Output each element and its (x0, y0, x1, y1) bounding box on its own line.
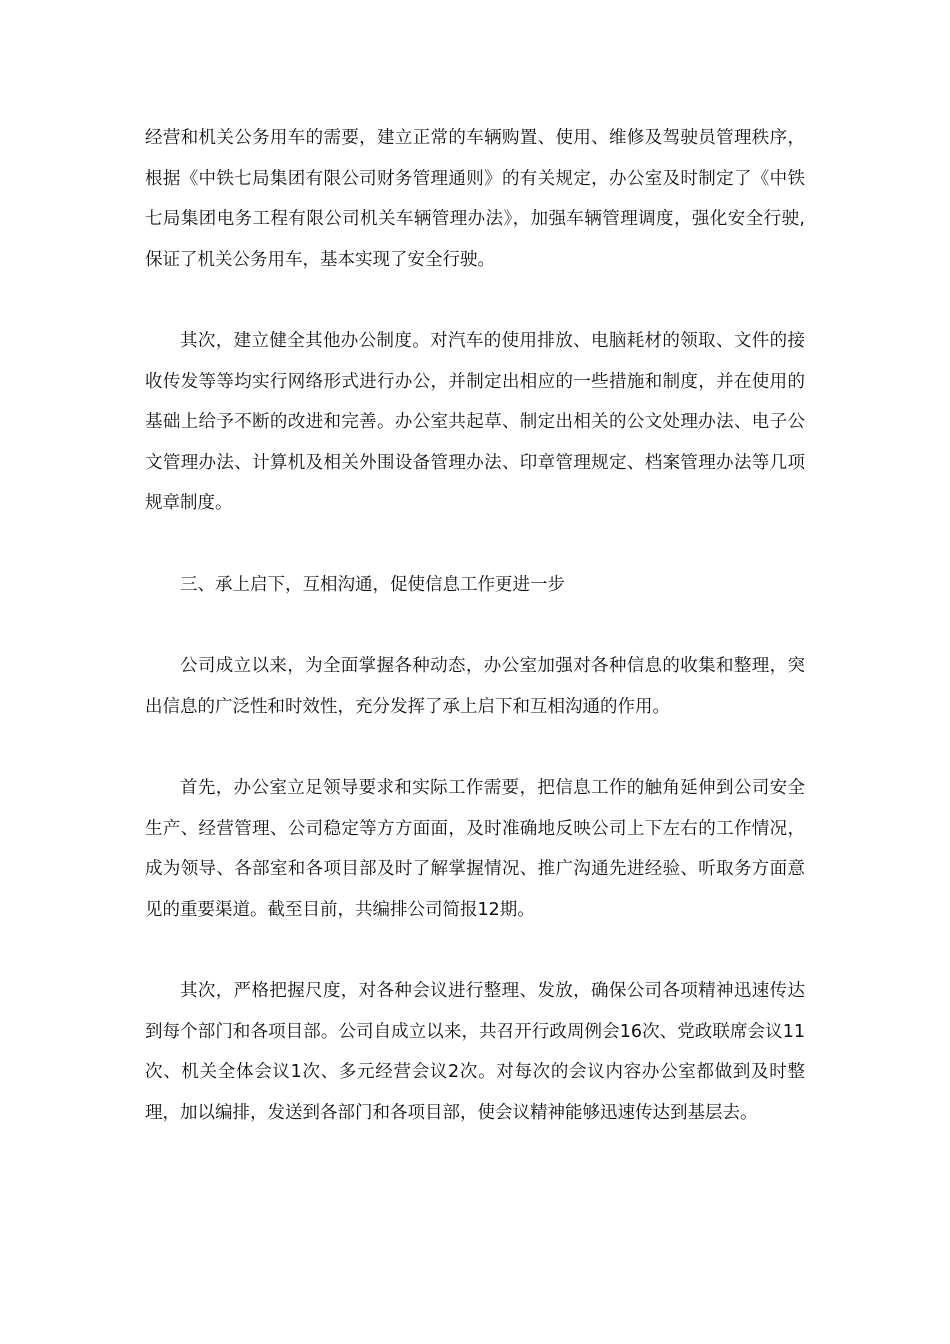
paragraph-information-collection: 公司成立以来，为全面掌握各种动态，办公室加强对各种信息的收集和整理，突出信息的广泛性和时效性，充分发挥了承上启下和互相沟通的作用。 (145, 656, 805, 717)
paragraph-office-systems: 其次，建立健全其他办公制度。对汽车的使用排放、电脑耗材的领取、文件的接收传发等等均实行网络形式进行办公，并制定出相应的一些措施和制度，并在使用的基础上给予不断的改进和完善。办公室共起草、制定出相关的公文处理办法、电子公文管理办法、计算机及相关外围设备管理办法、印章管理规定、档案管理办法等几项规章制度。 (145, 331, 805, 513)
section-heading-information-work: 三、承上启下，互相沟通，促使信息工作更进一步 (180, 574, 565, 595)
paragraph-information-reporting: 首先，办公室立足领导要求和实际工作需要，把信息工作的触角延伸到公司安全生产、经营管理、公司稳定等方方面面，及时准确地反映公司上下左右的工作情况，成为领导、各部室和各项目部及时了解掌握情况、推广沟通先进经验、听取务方面意见的重要渠道。截至目前，共编排公司简报12期。 (145, 778, 805, 920)
document-body (145, 118, 805, 1174)
paragraph-vehicle-management: 经营和机关公务用车的需要，建立正常的车辆购置、使用、维修及驾驶员管理秩序，根据《中铁七局集团有限公司财务管理通则》的有关规定，办公室及时制定了《中铁七局集团电务工程有限公司机关车辆管理办法》，加强车辆管理调度，强化安全行驶,保证了机关公务用车，基本实现了安全行驶。 (145, 128, 805, 270)
paragraph-meeting-management: 其次，严格把握尺度，对各种会议进行整理、发放，确保公司各项精神迅速传达到每个部门和各项目部。公司自成立以来，共召开行政周例会16次、党政联席会议11次、机关全体会议1次、多元经营会议2次。对每次的会议内容办公室都做到及时整理，加以编排，发送到各部门和各项目部，使会议精神能够迅速传达到基层去。 (145, 981, 805, 1123)
